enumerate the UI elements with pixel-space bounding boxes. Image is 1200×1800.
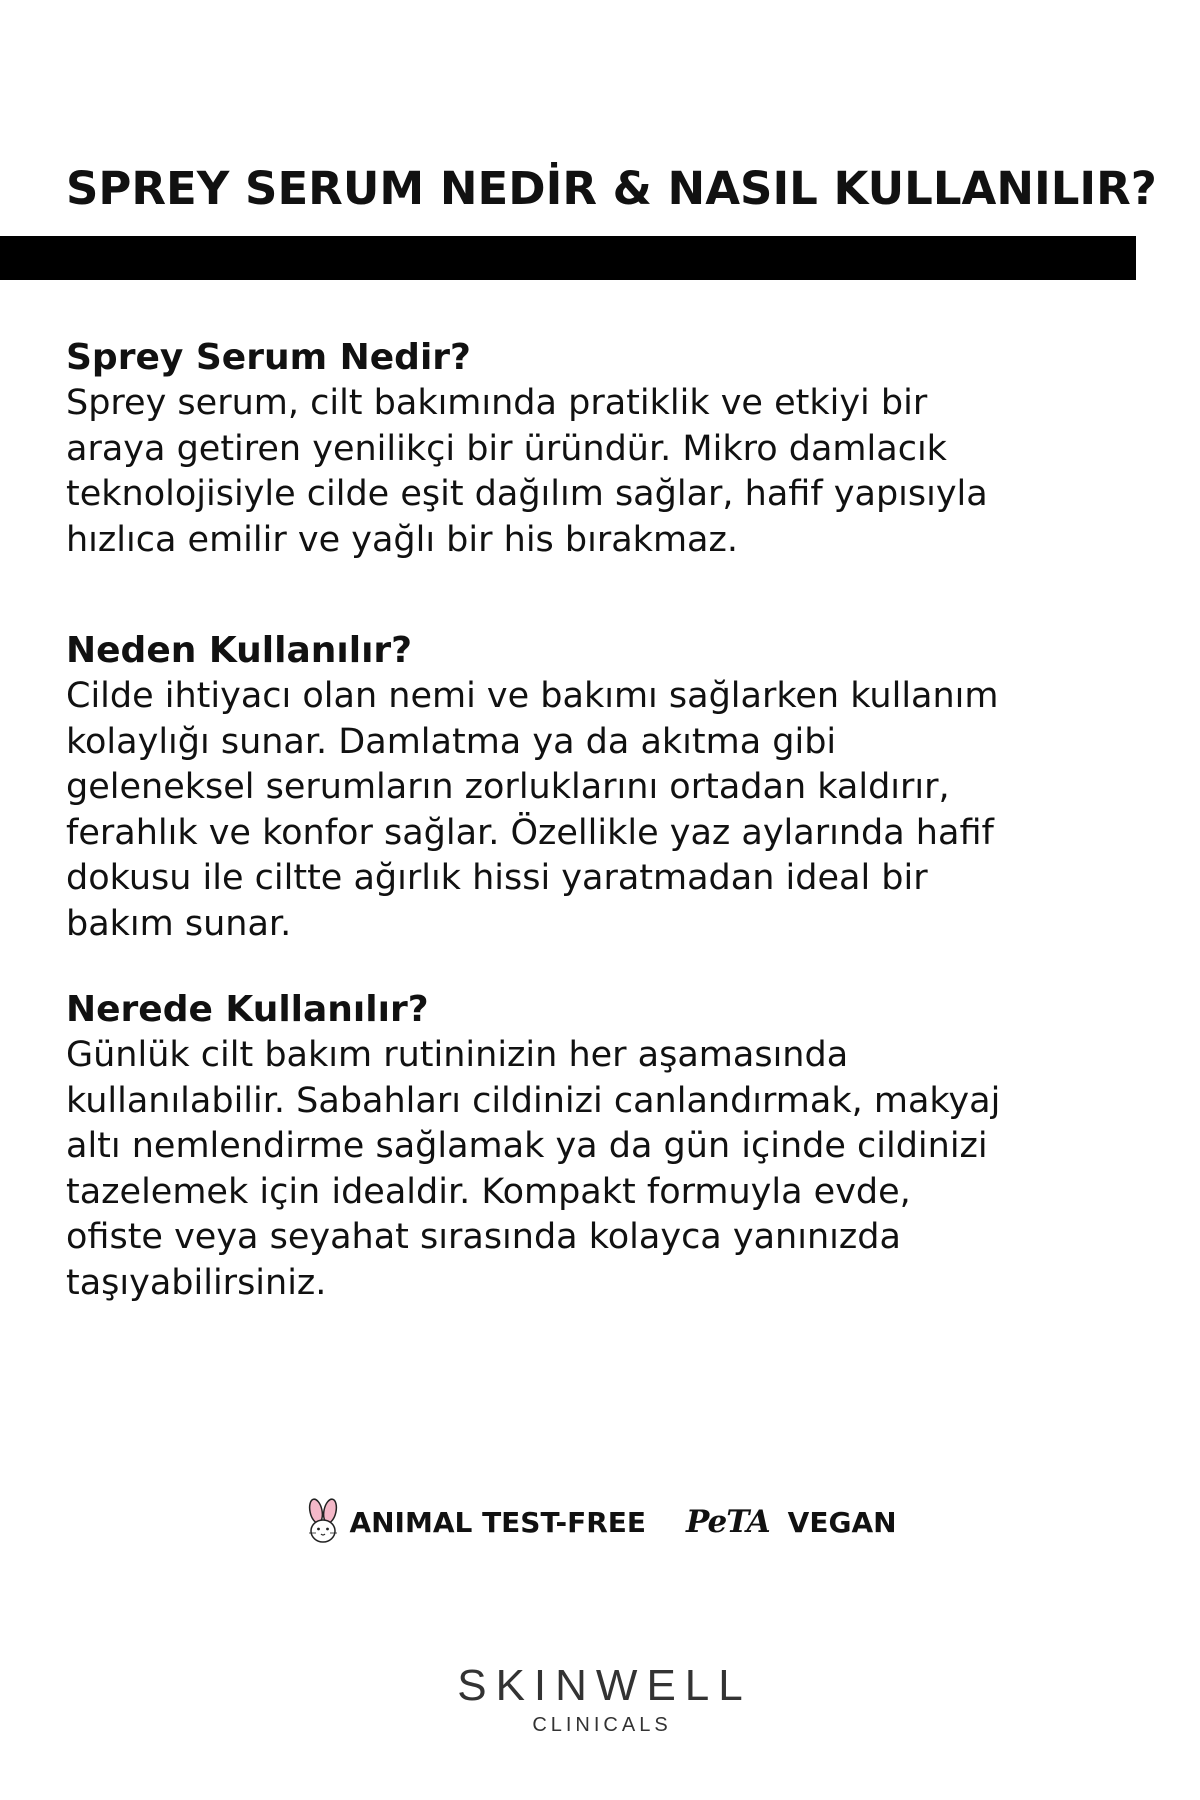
body-line: taşıyabilirsiniz. bbox=[66, 1262, 327, 1303]
brand-name: SKINWELL bbox=[457, 1661, 752, 1710]
title-underline-bar bbox=[0, 236, 1136, 280]
body-line: Cilde ihtiyacı olan nemi ve bakımı sağlarken kullanım bbox=[66, 676, 999, 716]
section-body bbox=[66, 381, 1146, 563]
body-line: araya getiren yenilikçi bir üründür. Mikro damlacık bbox=[66, 428, 947, 469]
certification-badges bbox=[0, 1498, 1200, 1546]
section-what-is bbox=[66, 335, 1146, 563]
section-body bbox=[66, 1033, 1146, 1306]
peta-logo: PeTA bbox=[686, 1504, 770, 1540]
section-body bbox=[66, 674, 1146, 947]
body-line: altı nemlendirme sağlamak ya da gün içinde cildinizi bbox=[66, 1126, 988, 1166]
body-line: bakım sunar. bbox=[66, 903, 292, 944]
body-line: kolaylığı sunar. Damlatma ya da akıtma gibi bbox=[66, 721, 837, 762]
body-line: tazelemek için idealdir. Kompakt formuyla evde, bbox=[66, 1171, 911, 1212]
brand-subtitle: CLINICALS bbox=[532, 1714, 672, 1736]
section-where-used bbox=[66, 987, 1146, 1306]
page-title: SPREY SERUM NEDİR & NASIL KULLANILIR? bbox=[66, 162, 1157, 215]
body-line: ofiste veya seyahat sırasında kolayca yanınızda bbox=[66, 1217, 901, 1257]
section-heading: Sprey Serum Nedir? bbox=[66, 337, 471, 378]
body-line: teknolojisiyle cilde eşit dağılım sağlar, hafif yapısıyla bbox=[66, 474, 988, 514]
body-line: Sprey serum, cilt bakımında pratiklik ve etkiyi bir bbox=[66, 383, 928, 423]
vegan-label: VEGAN bbox=[787, 1505, 897, 1539]
section-heading: Neden Kullanılır? bbox=[66, 630, 413, 671]
section-why-used bbox=[66, 628, 1146, 947]
body-line: dokusu ile ciltte ağırlık hissi yaratmadan ideal bir bbox=[66, 858, 928, 898]
body-line: geleneksel serumların zorluklarını ortadan kaldırır, bbox=[66, 767, 950, 807]
brand-logo bbox=[0, 1660, 1200, 1738]
body-line: Günlük cilt bakım rutininizin her aşamasında bbox=[66, 1035, 849, 1075]
peta-vegan-badge bbox=[686, 1504, 897, 1540]
animal-test-free-label: ANIMAL TEST-FREE bbox=[349, 1505, 647, 1539]
body-line: hızlıca emilir ve yağlı bir his bırakmaz. bbox=[66, 519, 738, 560]
animal-test-free-badge bbox=[303, 1498, 646, 1546]
section-heading: Nerede Kullanılır? bbox=[66, 989, 429, 1030]
bunny-icon bbox=[303, 1498, 343, 1546]
body-line: kullanılabilir. Sabahları cildinizi canlandırmak, makyaj bbox=[66, 1080, 1001, 1121]
body-line: ferahlık ve konfor sağlar. Özellikle yaz aylarında hafif bbox=[66, 812, 994, 853]
